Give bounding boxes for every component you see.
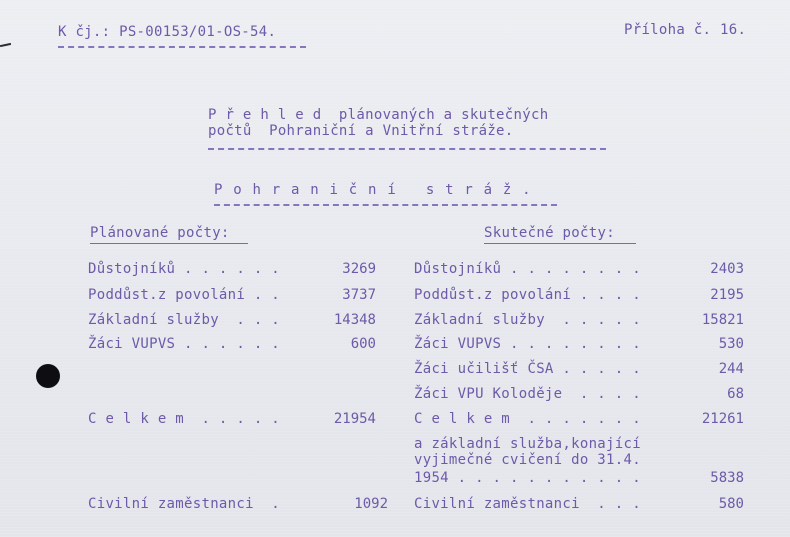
title-line-2: počtů Pohraniční a Vnitřní stráže. <box>208 123 514 139</box>
reference-number: K čj.: PS-00153/01-OS-54. <box>58 24 277 40</box>
planned-row-label: Důstojníků . . . . . . <box>88 261 281 277</box>
actual-civil-value: 580 <box>718 496 744 512</box>
title-line-1: P ř e h l e d plánovaných a skutečných <box>208 107 549 123</box>
actual-row-label: Žáci VUPVS . . . . . . . . <box>414 336 641 352</box>
actual-row-label: Žáci VPU Koloděje . . . . <box>414 386 641 402</box>
planned-heading: Plánované počty: <box>90 225 230 241</box>
planned-row-value: 3269 <box>342 261 376 277</box>
planned-civil-label: Civilní zaměstnanci . <box>88 496 281 512</box>
actual-civil-label: Civilní zaměstnanci . . . <box>414 496 641 512</box>
punch-hole <box>36 364 60 388</box>
planned-total-label: C e l k e m . . . . . <box>88 411 281 427</box>
planned-row-value: 3737 <box>342 287 376 303</box>
actual-row-value: 2195 <box>710 287 744 303</box>
actual-row-value: 2403 <box>710 261 744 277</box>
title-underline <box>208 148 606 150</box>
planned-total-value: 21954 <box>333 411 376 427</box>
section-heading: P o h r a n i č n í s t r á ž . <box>214 182 532 198</box>
actual-heading-underline <box>484 243 636 244</box>
actual-note-value: 5838 <box>710 470 744 486</box>
planned-row-value: 14348 <box>333 312 376 328</box>
planned-civil-value: 1092 <box>354 496 388 512</box>
actual-note-line: vyjimečné cvičení do 31.4. <box>414 452 641 468</box>
planned-row-value: 600 <box>350 336 376 352</box>
actual-row-label: Základní služby . . . . . <box>414 312 641 328</box>
actual-total-label: C e l k e m . . . . . . . <box>414 411 641 427</box>
planned-heading-underline <box>90 243 248 244</box>
section-heading-underline <box>214 204 557 206</box>
actual-row-value: 15821 <box>701 312 744 328</box>
page-edge-mark <box>0 43 11 47</box>
actual-note-line: a základní služba,konající <box>414 436 641 452</box>
annex-number: Příloha č. 16. <box>624 22 747 38</box>
actual-row-label: Žáci učilišť ČSA . . . . . <box>414 361 641 377</box>
planned-row-label: Žáci VUPVS . . . . . . <box>88 336 281 352</box>
actual-total-value: 21261 <box>701 411 744 427</box>
actual-row-value: 244 <box>718 361 744 377</box>
actual-note-line: 1954 . . . . . . . . . . . <box>414 470 641 486</box>
actual-row-value: 530 <box>718 336 744 352</box>
reference-underline <box>58 46 306 48</box>
actual-heading: Skutečné počty: <box>484 225 615 241</box>
actual-row-value: 68 <box>727 386 744 402</box>
planned-row-label: Poddůst.z povolání . . <box>88 287 281 303</box>
actual-row-label: Poddůst.z povolání . . . . <box>414 287 641 303</box>
actual-row-label: Důstojníků . . . . . . . . <box>414 261 641 277</box>
planned-row-label: Základní služby . . . <box>88 312 281 328</box>
